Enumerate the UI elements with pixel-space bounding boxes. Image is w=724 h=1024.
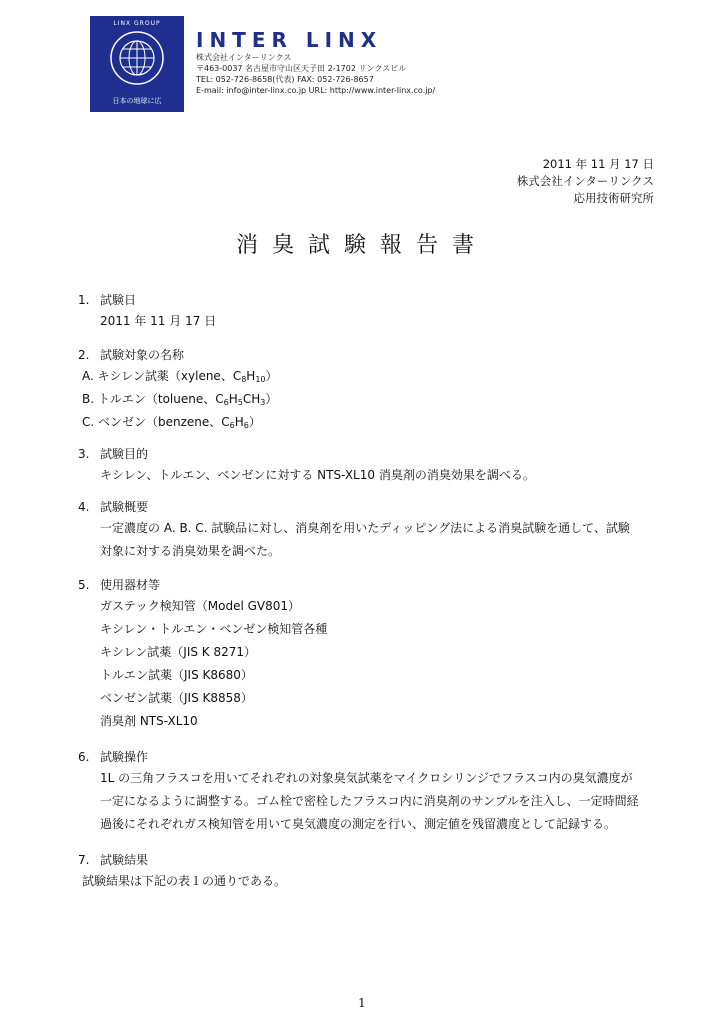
equipment-item: キシレン試薬（JIS K 8271） <box>100 645 257 659</box>
section-number: 2. <box>78 348 90 362</box>
equipment-item: ガステック検知管（Model GV801） <box>100 599 301 613</box>
equipment-item: トルエン試薬（JIS K8680） <box>100 668 253 682</box>
subject-toluene: B. トルエン（toluene、$C_6H_5CH_3$） <box>82 392 278 407</box>
section-body: 2011 年 11 月 17 日 <box>100 314 217 328</box>
section-heading: 試験操作 <box>100 750 149 764</box>
section-heading: 試験日 <box>100 293 137 307</box>
section-number: 7. <box>78 853 90 867</box>
date-block <box>517 156 654 207</box>
page-number: 1 <box>358 996 366 1010</box>
section-heading: 試験結果 <box>100 853 149 867</box>
equipment-item: キシレン・トルエン・ベンゼン検知管各種 <box>100 622 328 636</box>
company-name: 株式会社インターリンクス <box>196 53 292 62</box>
equipment-item: 消臭剤 NTS-XL10 <box>100 714 198 728</box>
subject-benzene: C. ベンゼン（benzene、$C_6H_6$） <box>82 415 261 430</box>
document-title: 消臭試験報告書 <box>235 233 488 258</box>
section-heading: 試験概要 <box>100 500 149 514</box>
section-number: 6. <box>78 750 90 764</box>
section-number: 5. <box>78 578 90 592</box>
logo-ring-text: LINX GROUP <box>113 20 161 27</box>
report-department: 応用技術研究所 <box>573 191 654 205</box>
company-email-url: E-mail: info@inter-linx.co.jp URL: http://www.inter-linx.co.jp/ <box>196 86 436 95</box>
section-body-line: 一定になるように調整する。ゴム栓で密栓したフラスコ内に消臭剤のサンプルを注入し、一定時間経 <box>100 794 639 808</box>
section-test-subjects <box>78 345 668 434</box>
report-date: 2011 年 11 月 17 日 <box>542 157 654 171</box>
subject-xylene: A. キシレン試薬（xylene、$C_8H_{10}$） <box>82 369 278 384</box>
section-equipment <box>78 575 668 733</box>
report-sections <box>78 290 668 893</box>
company-info <box>196 28 696 96</box>
brand-name: INTER LINX <box>196 28 383 52</box>
section-test-purpose <box>78 444 668 487</box>
section-procedure <box>78 747 668 836</box>
section-body: キシレン、トルエン、ベンゼンに対する NTS-XL10 消臭剤の消臭効果を調べる。 <box>100 468 535 482</box>
company-tel-fax: TEL: 052-726-8658(代表) FAX: 052-726-8657 <box>196 75 374 84</box>
section-results <box>78 850 668 893</box>
section-test-date <box>78 290 668 333</box>
section-body-line: 対象に対する消臭効果を調べた。 <box>100 544 281 558</box>
equipment-item: ベンゼン試薬（JIS K8858） <box>100 691 253 705</box>
section-test-overview <box>78 497 668 563</box>
section-body: 試験結果は下記の表１の通りである。 <box>82 874 287 888</box>
section-heading: 試験目的 <box>100 447 149 461</box>
section-body-line: 一定濃度の A. B. C. 試験品に対し、消臭剤を用いたディッピング法による消臭試験を通して、試験 <box>100 521 630 535</box>
section-number: 4. <box>78 500 90 514</box>
report-company: 株式会社インターリンクス <box>516 174 654 188</box>
section-number: 3. <box>78 447 90 461</box>
company-address: 〒463-0037 名古屋市守山区天子田 2-1702 リンクスビル <box>196 64 407 73</box>
section-heading: 使用器材等 <box>100 578 161 592</box>
section-body-line: 1L の三角フラスコを用いてそれぞれの対象臭気試薬をマイクロシリンジでフラスコ内の臭気濃度が <box>100 771 633 785</box>
section-body-line: 過後にそれぞれガス検知管を用いて臭気濃度の測定を行い、測定値を残留濃度として記録する。 <box>100 817 617 831</box>
section-heading: 試験対象の名称 <box>100 348 185 362</box>
logo-tagline: 日本の地球に広 <box>112 97 162 105</box>
section-number: 1. <box>78 293 90 307</box>
company-logo <box>90 16 184 112</box>
